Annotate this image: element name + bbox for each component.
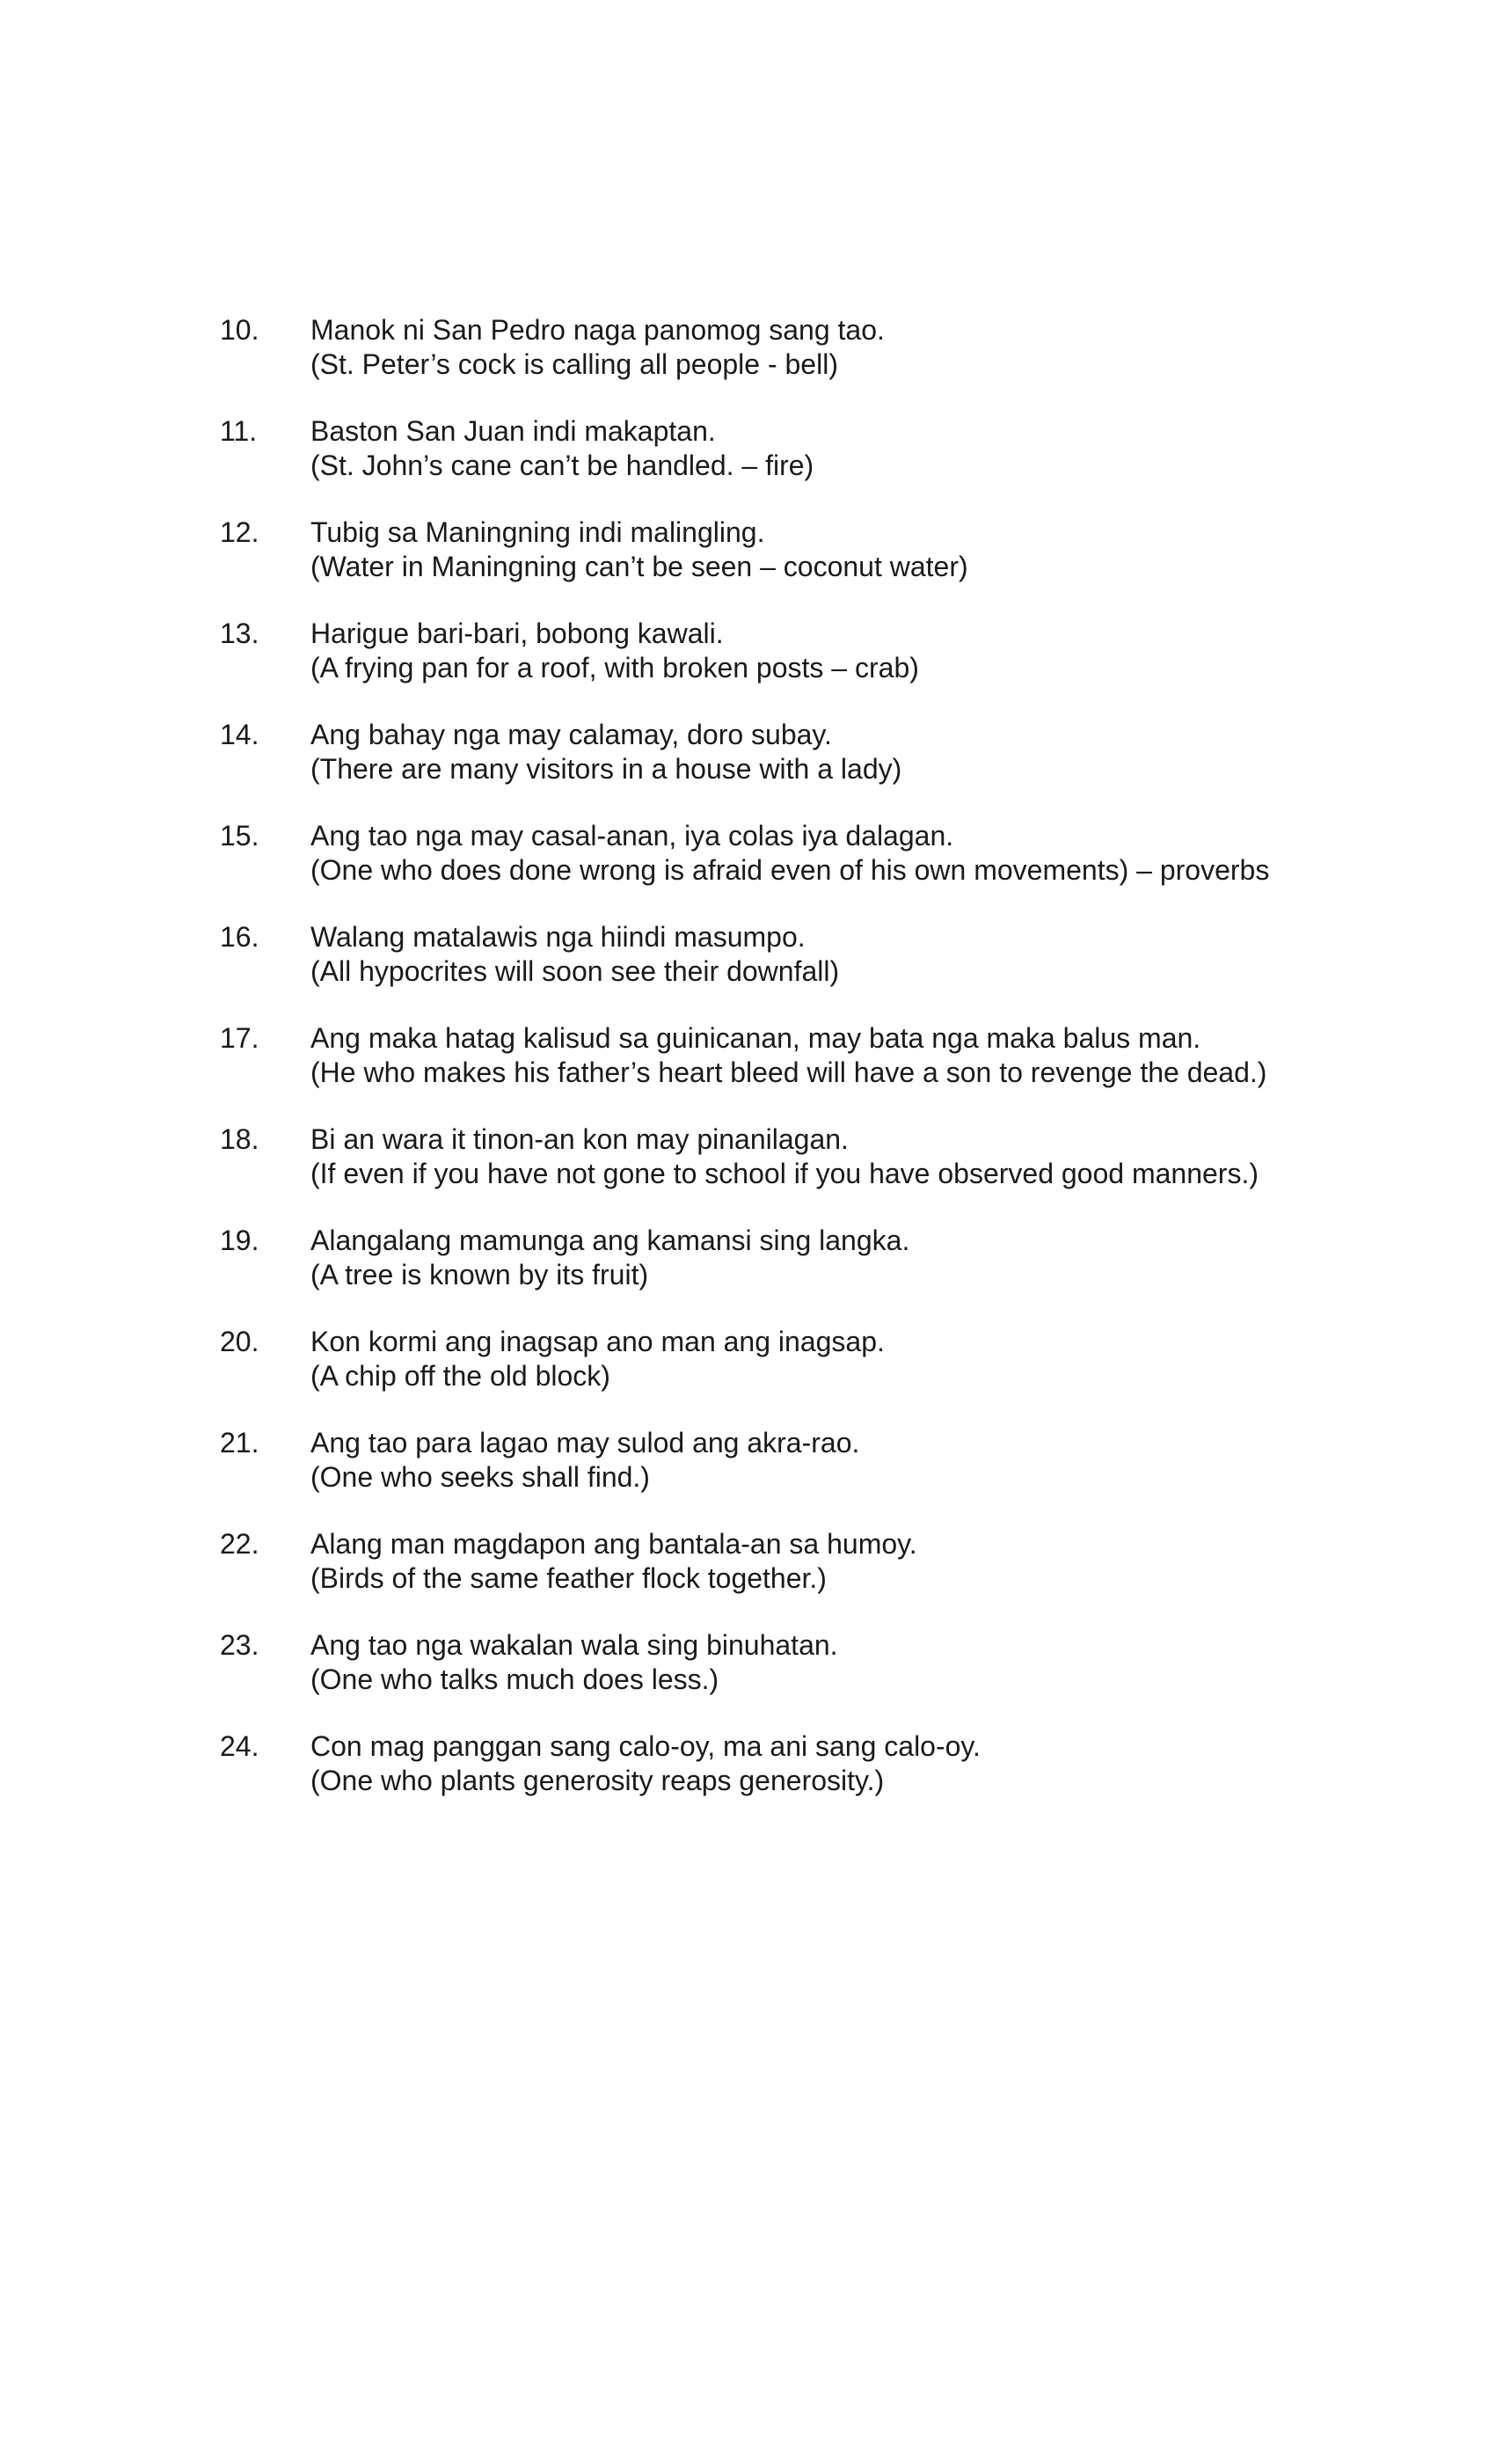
item-translation: (He who makes his father’s heart bleed will have a son to revenge the dead.) — [310, 1057, 1267, 1088]
item-body — [310, 1426, 1293, 1495]
item-translation: (One who does done wrong is afraid even of his own movements) – proverbs — [310, 854, 1270, 886]
list-item — [220, 1729, 1293, 1798]
item-body — [310, 920, 1293, 989]
item-body — [310, 515, 1293, 584]
item-translation: (If even if you have not gone to school if you have observed good manners.) — [310, 1158, 1259, 1189]
item-number: 24. — [220, 1730, 259, 1762]
item-number: 18. — [220, 1123, 259, 1155]
item-original: Walang matalawis nga hiindi masumpo. — [310, 921, 806, 953]
item-original: Harigue bari-bari, bobong kawali. — [310, 618, 724, 649]
item-number: 19. — [220, 1225, 259, 1256]
item-number: 20. — [220, 1326, 259, 1357]
item-translation: (Water in Maningning can’t be seen – coconut water) — [310, 551, 968, 582]
item-body — [310, 1729, 1293, 1798]
item-original: Manok ni San Pedro naga panomog sang tao. — [310, 314, 885, 346]
item-body — [310, 1122, 1293, 1191]
list-item — [220, 819, 1293, 888]
item-translation: (St. Peter’s cock is calling all people - bell) — [310, 348, 838, 380]
list-item — [220, 1628, 1293, 1697]
item-translation: (A frying pan for a roof, with broken posts – crab) — [310, 652, 919, 684]
item-original: Con mag panggan sang calo-oy, ma ani sang calo-oy. — [310, 1730, 981, 1762]
item-body — [310, 1021, 1293, 1090]
list-item — [220, 920, 1293, 989]
item-body — [310, 718, 1293, 786]
list-item — [220, 617, 1293, 685]
item-original: Ang tao para lagao may sulod ang akra-rao. — [310, 1427, 860, 1459]
item-body — [310, 819, 1293, 888]
item-original: Kon kormi ang inagsap ano man ang inagsap. — [310, 1326, 885, 1357]
list-item — [220, 1224, 1293, 1292]
item-original: Ang tao nga wakalan wala sing binuhatan. — [310, 1629, 838, 1661]
item-body — [310, 617, 1293, 685]
item-translation: (There are many visitors in a house with a lady) — [310, 753, 902, 785]
list-item — [220, 718, 1293, 786]
item-number: 22. — [220, 1528, 259, 1560]
item-translation: (One who talks much does less.) — [310, 1663, 719, 1695]
item-original: Bi an wara it tinon-an kon may pinanilagan. — [310, 1123, 849, 1155]
list-item — [220, 1325, 1293, 1393]
item-number: 21. — [220, 1427, 259, 1459]
item-body — [310, 1527, 1293, 1596]
item-number: 14. — [220, 719, 259, 750]
item-number: 12. — [220, 516, 259, 548]
item-original: Ang tao nga may casal-anan, iya colas iya dalagan. — [310, 820, 954, 852]
item-number: 10. — [220, 314, 259, 346]
item-body — [310, 1628, 1293, 1697]
list-item — [220, 1122, 1293, 1191]
item-number: 11. — [220, 415, 258, 447]
item-body — [310, 313, 1293, 382]
list-item — [220, 1426, 1293, 1495]
item-translation: (A tree is known by its fruit) — [310, 1259, 649, 1290]
item-number: 16. — [220, 921, 259, 953]
item-translation: (St. John’s cane can’t be handled. – fire) — [310, 450, 814, 481]
item-number: 15. — [220, 820, 259, 852]
item-original: Ang maka hatag kalisud sa guinicanan, may bata nga maka balus man. — [310, 1022, 1201, 1054]
proverb-list — [220, 313, 1293, 1831]
item-translation: (A chip off the old block) — [310, 1360, 610, 1392]
list-item — [220, 1021, 1293, 1090]
item-original: Tubig sa Maningning indi malingling. — [310, 516, 765, 548]
list-item — [220, 313, 1293, 382]
item-original: Baston San Juan indi makaptan. — [310, 415, 716, 447]
item-original: Ang bahay nga may calamay, doro subay. — [310, 719, 832, 750]
item-translation: (One who seeks shall find.) — [310, 1461, 650, 1493]
list-item — [220, 414, 1293, 483]
item-translation: (One who plants generosity reaps generosity.) — [310, 1765, 885, 1796]
item-number: 17. — [220, 1022, 259, 1054]
item-translation: (Birds of the same feather flock together.) — [310, 1562, 827, 1594]
list-item — [220, 1527, 1293, 1596]
item-original: Alangalang mamunga ang kamansi sing langka. — [310, 1225, 910, 1256]
list-item — [220, 515, 1293, 584]
item-number: 23. — [220, 1629, 259, 1661]
item-body — [310, 414, 1293, 483]
item-translation: (All hypocrites will soon see their downfall) — [310, 955, 840, 987]
item-number: 13. — [220, 618, 259, 649]
item-body — [310, 1224, 1293, 1292]
item-original: Alang man magdapon ang bantala-an sa humoy. — [310, 1528, 917, 1560]
item-body — [310, 1325, 1293, 1393]
